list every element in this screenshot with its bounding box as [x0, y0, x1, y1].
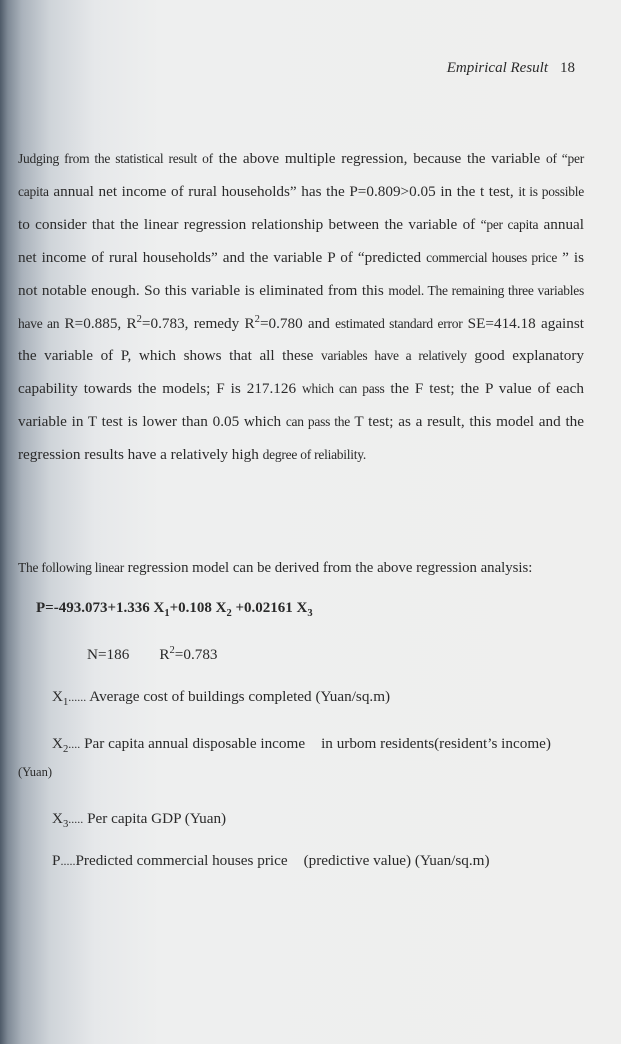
leader-dots: .....	[68, 812, 84, 826]
superscript: 2	[254, 313, 260, 325]
r-squared-label: R	[159, 646, 170, 663]
variable-symbol: P	[52, 852, 61, 869]
subscript: 3	[62, 819, 69, 831]
page-header	[447, 60, 575, 77]
paragraph-text: T test; as a result, this model and the regression results have a relatively high	[18, 413, 585, 464]
paragraph-text: variables have a relatively	[320, 348, 467, 364]
paragraph-text: can pass the	[285, 414, 350, 430]
definition-text: (predictive value) (Yuan/sq.m)	[303, 852, 490, 869]
page-number: 18	[560, 60, 575, 76]
definition-text: Par capita annual disposable income	[80, 735, 306, 752]
model-stats	[87, 646, 218, 664]
variable-symbol: X	[52, 735, 63, 752]
running-title: Empirical Result	[446, 60, 548, 76]
paragraph-text: R=0.885, R	[59, 314, 137, 332]
definition-p	[52, 852, 490, 870]
superscript: 2	[169, 644, 175, 656]
intro-text: regression model can be derived from the above regression analysis:	[123, 560, 533, 576]
equation-text: +0.02161 X	[231, 600, 308, 616]
variable-symbol: X	[52, 688, 63, 705]
subscript: 2	[226, 608, 232, 619]
paragraph-text: to consider that the linear regression relationship between the variable of	[18, 215, 481, 233]
paragraph-text: “per capita	[480, 216, 539, 232]
definition-text: in urbom residents(resident’s income)	[321, 735, 551, 752]
leader-dots: .....	[60, 854, 76, 868]
paragraph-text: =0.783, remedy R	[141, 314, 255, 332]
body-paragraph	[18, 143, 584, 472]
superscript: 2	[136, 313, 142, 325]
paragraph-text: good explanatory capability towards the models; F is 217.126	[18, 347, 584, 398]
paragraph-text: which can pass	[302, 381, 385, 397]
leader-dots: ......	[68, 690, 87, 704]
definition-text: Per capita GDP (Yuan)	[83, 810, 227, 827]
subscript: 1	[62, 697, 69, 709]
sample-size: N=186	[87, 646, 130, 663]
paragraph-text: SE=414.18 against the variable of P, which shows that all these	[18, 314, 584, 365]
subscript: 2	[62, 744, 69, 756]
subscript: 1	[164, 608, 170, 619]
paragraph-text: commercial houses price	[426, 249, 558, 265]
paragraph-text: estimated standard error	[335, 315, 463, 331]
intro-text: The following linear	[18, 560, 124, 575]
paragraph-text: Judging from the statistical result of	[18, 151, 213, 166]
paragraph-text: the above multiple regression, because the variable	[212, 150, 546, 167]
paragraph-text: it is possible	[518, 183, 584, 199]
paragraph-text: annual net income of rural households” and the variable P of “predicted	[18, 215, 585, 266]
paragraph-text: annual net income of rural households” has the P=0.809>0.05 in the t test,	[48, 182, 519, 200]
paragraph-text: the F test; the P value of each variable in T test is lower than 0.05 which	[18, 380, 584, 431]
regression-equation	[36, 600, 313, 617]
variable-symbol: X	[52, 810, 63, 827]
equation-text: +0.108 X	[169, 600, 227, 616]
paragraph-text: of “per capita	[18, 151, 584, 199]
equation-text: P=-493.073+1.336 X	[36, 600, 165, 616]
definition-x2	[52, 735, 551, 756]
subscript: 3	[307, 608, 313, 619]
model-intro	[18, 560, 532, 577]
paragraph-text: degree of reliability.	[262, 447, 367, 463]
definition-text: Predicted commercial houses price	[75, 852, 288, 869]
definition-x1	[52, 688, 391, 709]
paragraph-text: ” is not notable enough. So this variable is eliminated from this	[18, 248, 585, 299]
paragraph-text: model. The remaining three variables have an	[18, 282, 584, 331]
definition-x3	[52, 810, 227, 831]
r-squared-value: =0.783	[174, 646, 218, 663]
leader-dots: ....	[68, 737, 81, 751]
definition-x2-continued: (Yuan)	[18, 765, 53, 779]
definition-text: Average cost of buildings completed (Yuan/sq.m)	[86, 688, 391, 705]
paragraph-text: =0.780 and	[259, 314, 336, 332]
